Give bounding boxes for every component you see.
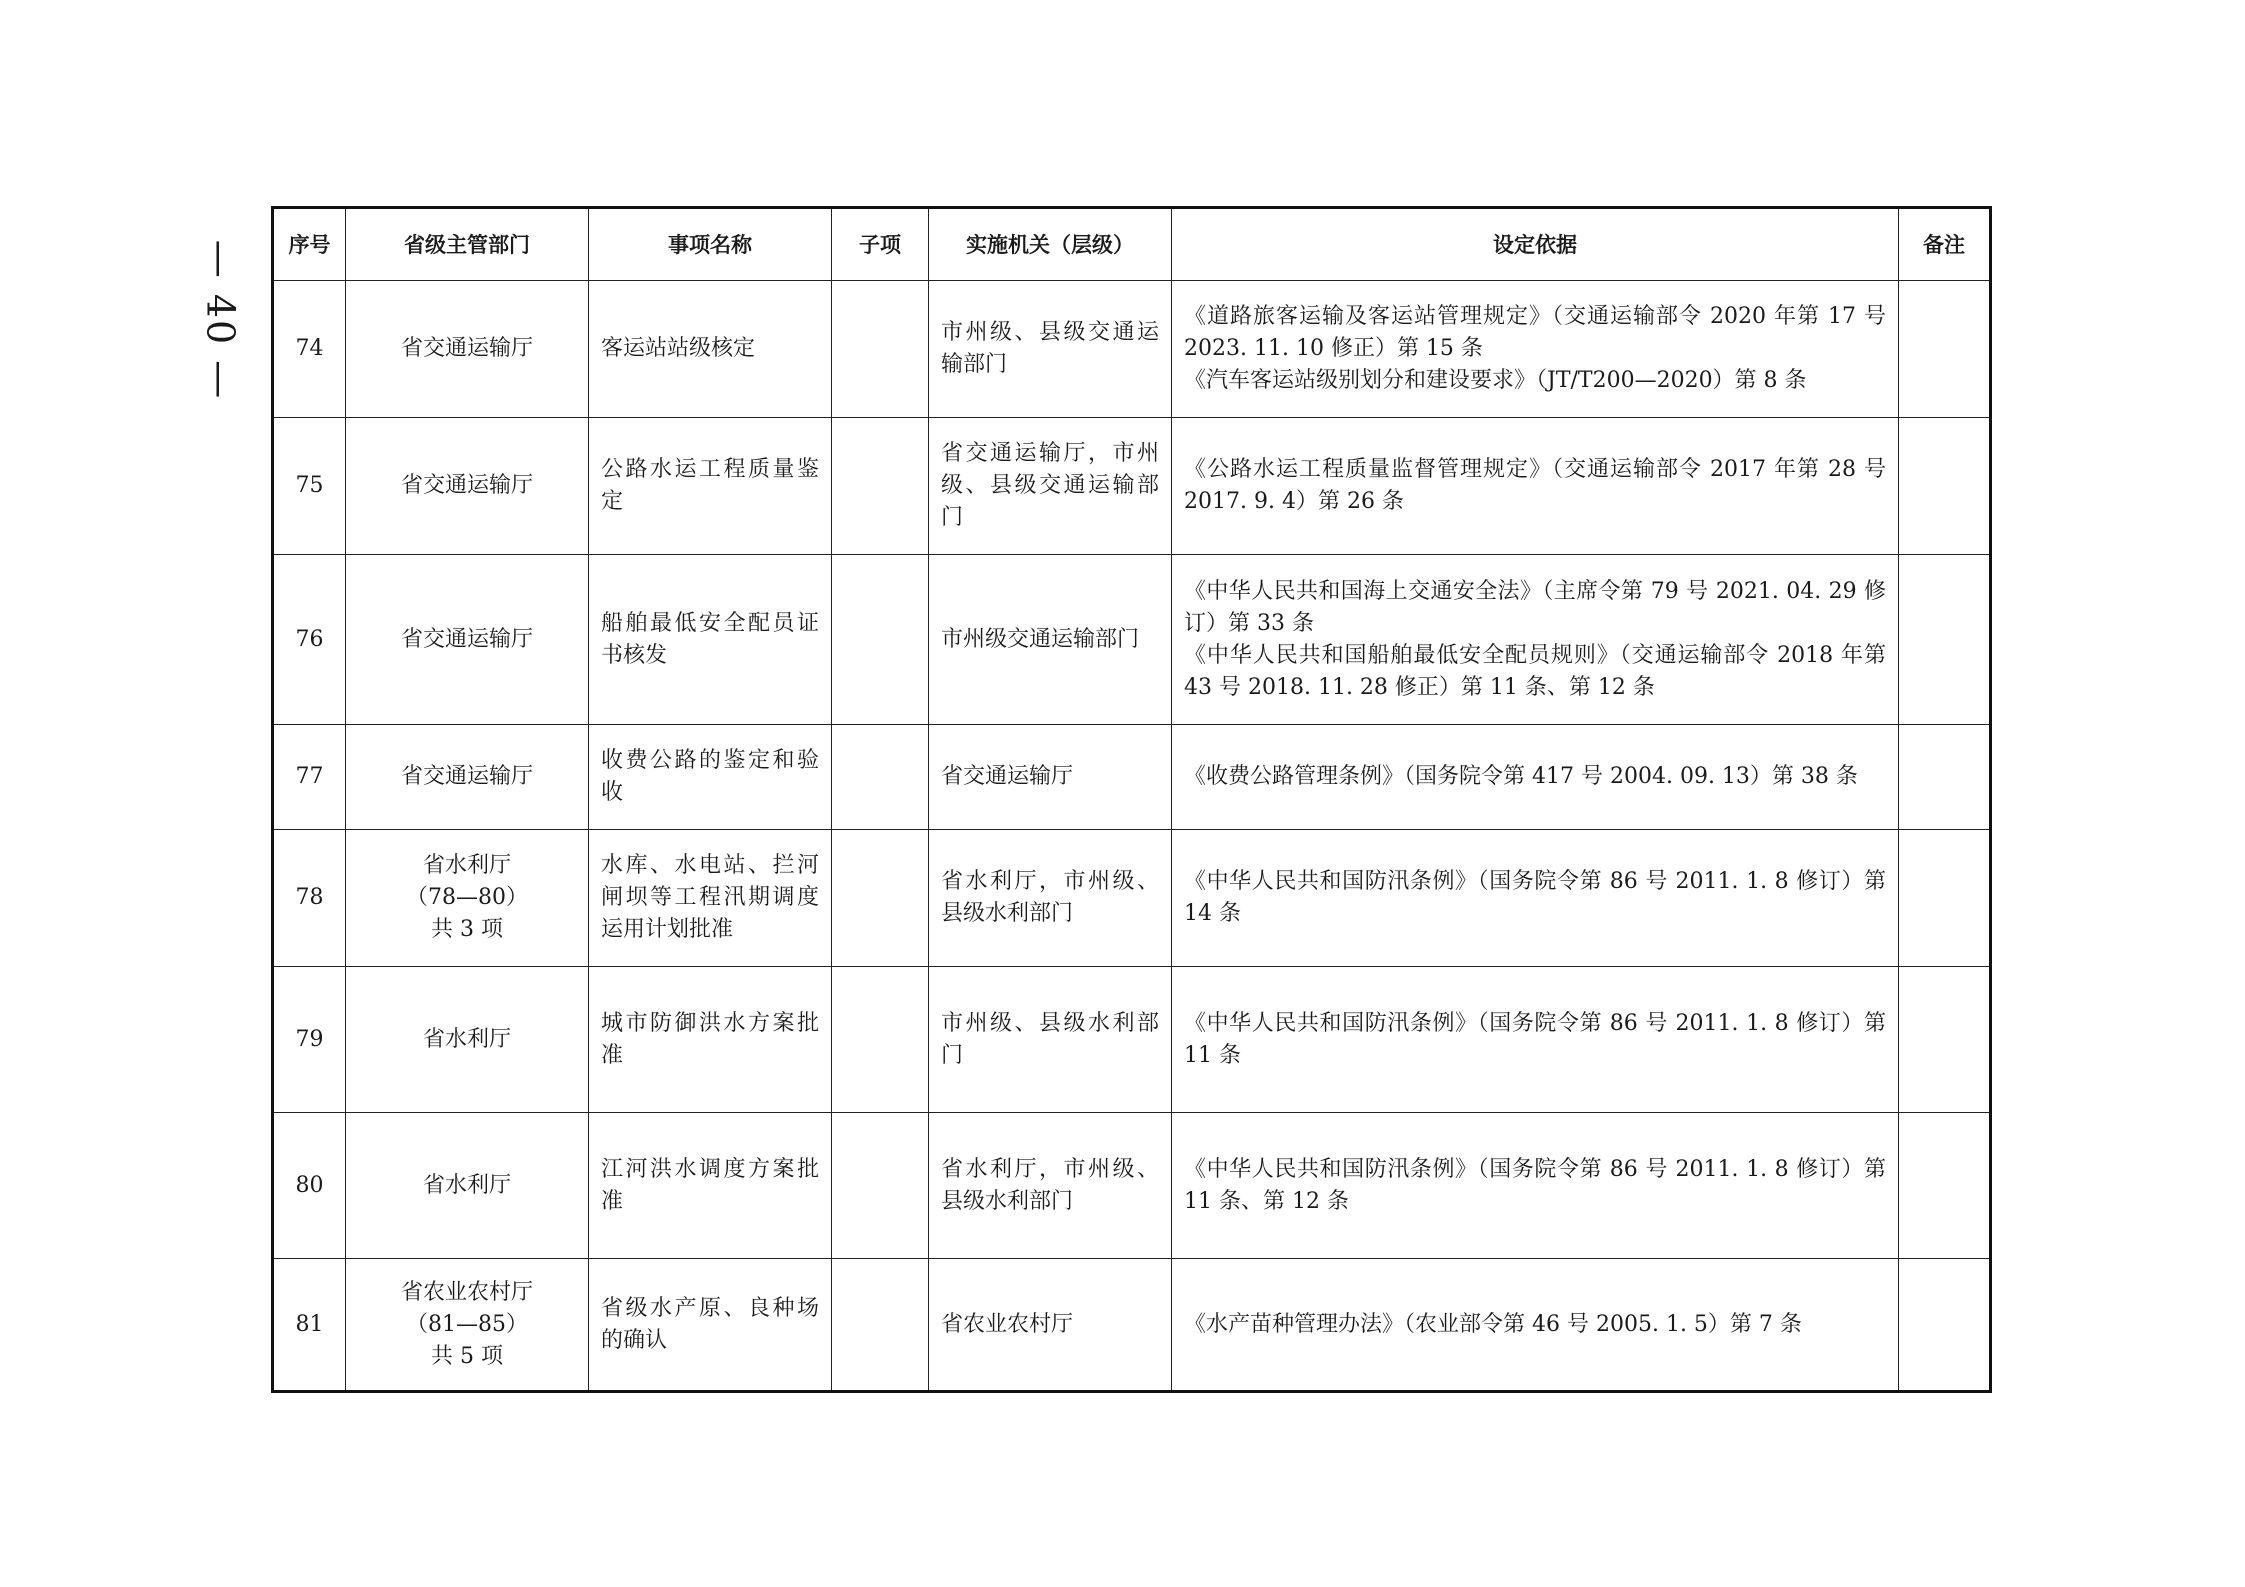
row-dept [346,555,589,725]
table-row [273,281,1991,418]
row-note [1899,725,1991,830]
basis-line: 《中华人民共和国防汛条例》（国务院令第 86 号 2011. 1. 8 修订）第 11 条 [1184,1010,1886,1068]
header-dept: 省级主管部门 [346,208,589,281]
row-basis [1172,830,1899,967]
row-agency: 省交通运输厅，市州级、县级交通运输部门 [929,418,1172,555]
basis-line: 《水产苗种管理办法》（农业部令第 46 号 2005. 1. 5）第 7 条 [1184,1311,1802,1337]
basis-line: 《公路水运工程质量监督管理规定》（交通运输部令 2017 年第 28 号 2017. 9. 4）第 26 条 [1184,457,1886,514]
row-item: 城市防御洪水方案批准 [589,967,832,1113]
table-row [273,967,1991,1113]
row-sub [832,418,929,555]
row-item: 客运站站级核定 [589,281,832,418]
row-agency: 省农业农村厅 [929,1259,1172,1392]
row-sub [832,725,929,830]
dept-line: 省农业农村厅 [400,1279,533,1305]
dept-line: 省水利厅 [422,1026,511,1052]
table-row [273,418,1991,555]
row-item: 水库、水电站、拦河闸坝等工程汛期调度运用计划批准 [589,830,832,967]
dept-count: 共 5 项 [431,1343,503,1369]
row-basis [1172,281,1899,418]
basis-line: 《中华人民共和国防汛条例》（国务院令第 86 号 2011. 1. 8 修订）第 11 条、第 12 条 [1184,1156,1886,1214]
row-sub [832,1259,929,1392]
row-dept [346,418,589,555]
dept-line: 省交通运输厅 [400,626,533,652]
row-sub [832,830,929,967]
row-basis [1172,967,1899,1113]
row-no: 76 [273,555,346,725]
header-sub: 子项 [832,208,929,281]
header-basis: 设定依据 [1172,208,1899,281]
dept-line: 省水利厅 [422,1172,511,1198]
row-note [1899,281,1991,418]
row-basis [1172,418,1899,555]
row-item: 省级水产原、良种场的确认 [589,1259,832,1392]
table-row [273,830,1991,967]
table-row [273,1259,1991,1392]
row-no: 75 [273,418,346,555]
row-sub [832,1113,929,1259]
items-table [271,206,1992,1393]
dept-range: （81—85） [406,1311,528,1337]
row-agency: 省水利厅，市州级、县级水利部门 [929,830,1172,967]
basis-line: 《道路旅客运输及客运站管理规定》（交通运输部令 2020 年第 17 号 2023. 11. 10 修正）第 15 条 [1184,304,1886,361]
row-dept [346,725,589,830]
header-no: 序号 [273,208,346,281]
row-agency: 市州级、县级水利部门 [929,967,1172,1113]
table-row [273,555,1991,725]
basis-line: 《中华人民共和国海上交通安全法》（主席令第 79 号 2021. 04. 29 修订）第 33 条 [1184,578,1886,636]
row-basis [1172,555,1899,725]
row-agency: 市州级交通运输部门 [929,555,1172,725]
row-note [1899,418,1991,555]
row-item: 船舶最低安全配员证书核发 [589,555,832,725]
dept-count: 共 3 项 [431,917,503,942]
header-agency: 实施机关（层级） [929,208,1172,281]
page-number [190,240,250,400]
row-no: 80 [273,1113,346,1259]
basis-line: 《中华人民共和国船舶最低安全配员规则》（交通运输部令 2018 年第 43 号 2018. 11. 28 修正）第 11 条、第 12 条 [1184,642,1886,700]
header-note: 备注 [1899,208,1991,281]
row-dept [346,1113,589,1259]
row-item: 江河洪水调度方案批准 [589,1113,832,1259]
dept-line: 省交通运输厅 [400,473,533,498]
row-dept [346,281,589,418]
row-agency: 省交通运输厅 [929,725,1172,830]
row-agency: 市州级、县级交通运输部门 [929,281,1172,418]
row-no: 81 [273,1259,346,1392]
basis-line: 《收费公路管理条例》（国务院令第 417 号 2004. 09. 13）第 38 条 [1184,764,1858,789]
table-row [273,1113,1991,1259]
dept-line: 省水利厅 [422,853,511,878]
table-row [273,725,1991,830]
dept-line: 省交通运输厅 [400,764,533,789]
row-no: 79 [273,967,346,1113]
row-basis [1172,725,1899,830]
row-sub [832,281,929,418]
page-number-text: — 40 — [198,239,243,401]
header-item: 事项名称 [589,208,832,281]
row-note [1899,555,1991,725]
row-note [1899,1113,1991,1259]
row-dept [346,1259,589,1392]
row-no: 77 [273,725,346,830]
basis-line: 《汽车客运站级别划分和建设要求》（JT/T200—2020）第 8 条 [1184,368,1807,393]
row-note [1899,967,1991,1113]
row-no: 78 [273,830,346,967]
row-note [1899,1259,1991,1392]
row-dept [346,830,589,967]
dept-range: （78—80） [406,885,528,910]
row-item: 公路水运工程质量鉴定 [589,418,832,555]
row-sub [832,967,929,1113]
row-sub [832,555,929,725]
row-agency: 省水利厅，市州级、县级水利部门 [929,1113,1172,1259]
row-no: 74 [273,281,346,418]
basis-line: 《中华人民共和国防汛条例》（国务院令第 86 号 2011. 1. 8 修订）第 14 条 [1184,869,1886,926]
row-item: 收费公路的鉴定和验收 [589,725,832,830]
row-basis [1172,1113,1899,1259]
row-note [1899,830,1991,967]
row-dept [346,967,589,1113]
table-header-row [273,208,1991,281]
row-basis [1172,1259,1899,1392]
dept-line: 省交通运输厅 [400,336,533,361]
